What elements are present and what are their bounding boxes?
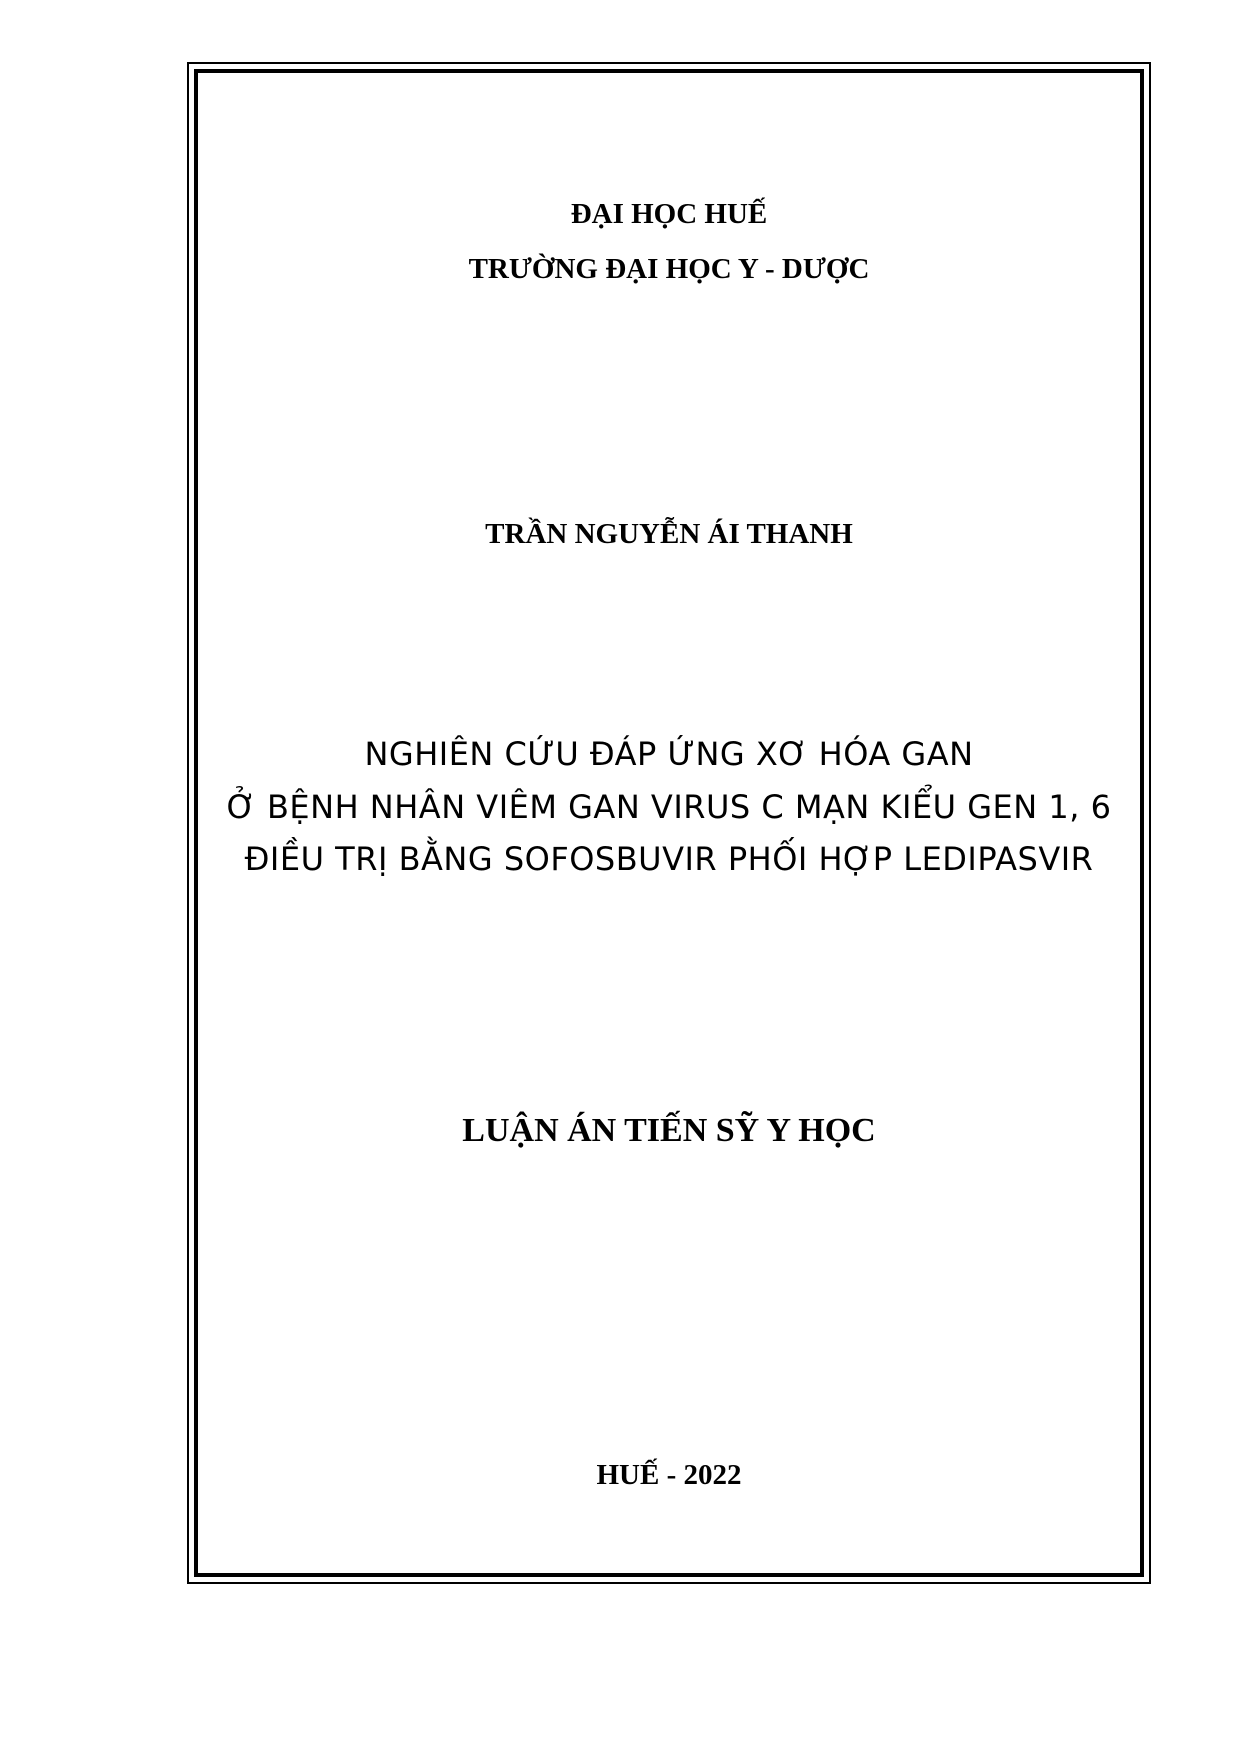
author-name: TRẦN NGUYỄN ÁI THANH	[485, 518, 853, 550]
thesis-title-line-3: ĐIỀU TRỊ BẰNG SOFOSBUVIR PHỐI HỢP LEDIPASVIR	[244, 840, 1094, 878]
place-and-year: HUẾ - 2022	[596, 1459, 742, 1491]
university-name: ĐẠI HỌC HUẾ	[570, 198, 768, 230]
thesis-title-line-1: NGHIÊN CỨU ĐÁP ỨNG XƠ HÓA GAN	[364, 735, 974, 773]
degree-title: LUẬN ÁN TIẾN SỸ Y HỌC	[462, 1112, 876, 1149]
school-name: TRƯỜNG ĐẠI HỌC Y - DƯỢC	[468, 253, 870, 285]
thesis-title-line-2: Ở BỆNH NHÂN VIÊM GAN VIRUS C MẠN KIỂU GEN 1, 6	[226, 788, 1112, 826]
